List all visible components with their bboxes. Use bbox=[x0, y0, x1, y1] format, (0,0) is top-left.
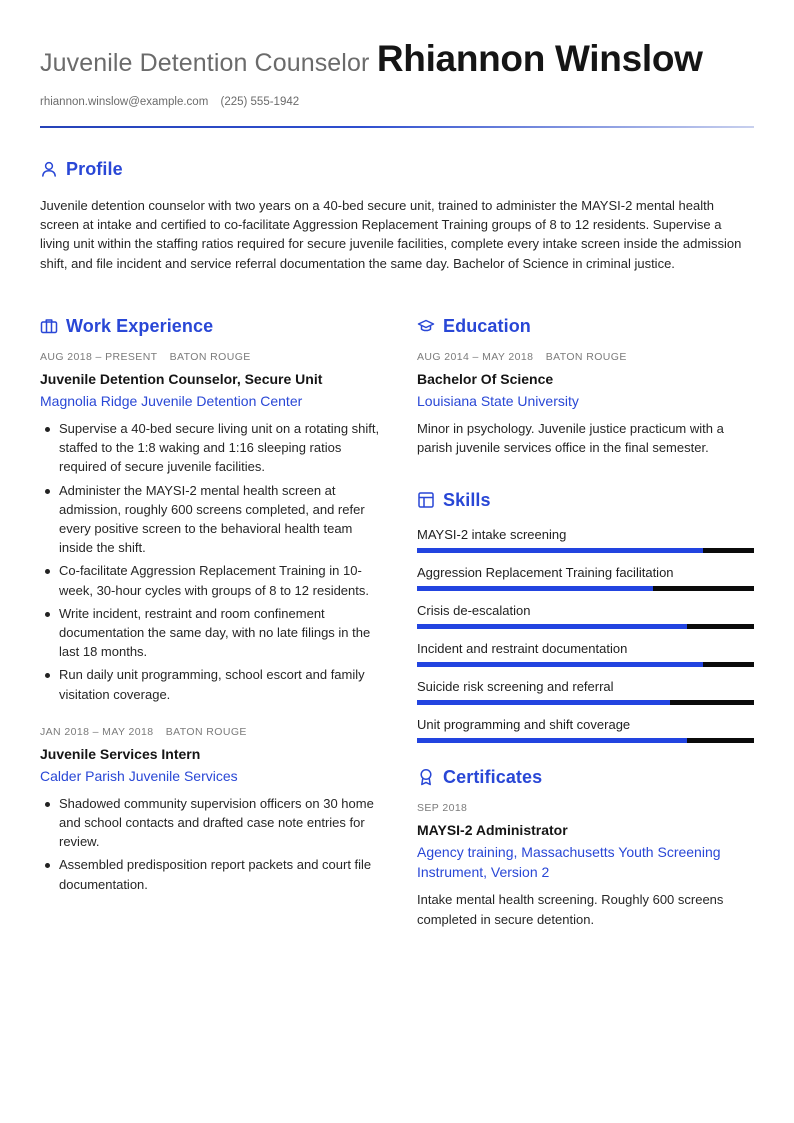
skill-name: Incident and restraint documentation bbox=[417, 641, 628, 657]
job-bullet: Supervise a 40-bed secure living unit on a rotating shift, staffed to the 1:8 waking and 1:16 sleeping ratios required of secure juvenile facilities. bbox=[40, 419, 380, 477]
education-dates: AUG 2014 – MAY 2018 bbox=[417, 351, 534, 363]
certificate-entry bbox=[417, 802, 754, 928]
certificates-heading-text: Certificates bbox=[443, 766, 543, 787]
skill-name: Unit programming and shift coverage bbox=[417, 717, 631, 733]
education-entry bbox=[417, 351, 754, 457]
skill-level-fill bbox=[417, 624, 687, 629]
job-bullets bbox=[40, 794, 380, 894]
job-bullets bbox=[40, 419, 380, 704]
skills-heading-text: Skills bbox=[443, 489, 491, 510]
skill-item bbox=[417, 641, 754, 667]
skill-item bbox=[417, 679, 754, 705]
skill-item bbox=[417, 717, 754, 743]
skill-level-fill bbox=[417, 662, 703, 667]
job-role: Juvenile Detention Counselor, Secure Unit bbox=[40, 371, 323, 387]
skill-level-fill bbox=[417, 700, 670, 705]
school: Louisiana State University bbox=[417, 393, 579, 409]
certificates-section bbox=[417, 766, 754, 928]
education-location: BATON ROUGE bbox=[545, 351, 627, 363]
education-description: Minor in psychology. Juvenile justice practicum with a parish juvenile services office in the final semester. bbox=[417, 421, 724, 456]
skill-name: Suicide risk screening and referral bbox=[417, 679, 614, 695]
job-location: BATON ROUGE bbox=[169, 351, 251, 363]
job-bullet: Shadowed community supervision officers on 30 home and school contacts and drafted case note entries for review. bbox=[40, 794, 380, 852]
job-entry bbox=[40, 726, 380, 894]
resume-page bbox=[40, 0, 754, 1123]
job-organization: Magnolia Ridge Juvenile Detention Center bbox=[40, 393, 303, 409]
profile-summary: Juvenile detention counselor with two years on a 40-bed secure unit, trained to administer the MAYSI-2 mental health screen at intake and certified to co-facilitate Aggression Replacement Training groups of 8 to 12 residents. Supervise a living unit within the staffing ratios required for secure juvenile facilities, complete every intake screen inside the admission shift, and file incident and service referral documentation the same day. Bachelor of Science in criminal justice. bbox=[40, 198, 742, 271]
right-column bbox=[417, 315, 754, 929]
user-icon bbox=[40, 160, 58, 178]
resume-header bbox=[40, 38, 703, 80]
certificate-issuer: Agency training, Massachusetts Youth Screening Instrument, Version 2 bbox=[417, 844, 721, 881]
header-divider bbox=[40, 126, 754, 128]
skill-name: Aggression Replacement Training facilitation bbox=[417, 565, 674, 581]
profile-section bbox=[40, 158, 754, 273]
job-bullet: Assembled predisposition report packets and court file documentation. bbox=[40, 855, 380, 893]
education-heading-text: Education bbox=[443, 315, 531, 336]
contact-line bbox=[40, 96, 299, 108]
certificate-date: SEP 2018 bbox=[417, 802, 468, 815]
skill-item bbox=[417, 527, 754, 553]
skills-heading bbox=[417, 489, 754, 511]
profile-heading bbox=[40, 158, 754, 180]
candidate-name: Rhiannon Winslow bbox=[376, 38, 703, 79]
job-location: BATON ROUGE bbox=[165, 725, 247, 738]
job-bullet: Co-facilitate Aggression Replacement Training in 10-week, 30-hour cycles with groups of 8 to 12 residents. bbox=[40, 561, 380, 599]
skill-level-fill bbox=[417, 586, 653, 591]
certificate-description: Intake mental health screening. Roughly 600 screens completed in secure detention. bbox=[417, 892, 724, 927]
skill-level-fill bbox=[417, 738, 687, 743]
skill-level-bar bbox=[417, 586, 754, 591]
skills-list bbox=[417, 527, 754, 743]
job-title: Juvenile Detention Counselor bbox=[40, 49, 370, 77]
skill-level-bar bbox=[417, 738, 754, 743]
job-bullet: Write incident, restraint and room confinement documentation the same day, with no late filings in the last 18 months. bbox=[40, 604, 380, 662]
job-meta bbox=[40, 351, 380, 363]
briefcase-icon bbox=[40, 317, 58, 335]
graduation-cap-icon bbox=[417, 317, 435, 335]
skill-item bbox=[417, 565, 754, 591]
job-organization: Calder Parish Juvenile Services bbox=[40, 767, 238, 784]
skills-section bbox=[417, 489, 754, 743]
skill-name: Crisis de-escalation bbox=[417, 603, 531, 619]
certificates-heading bbox=[417, 766, 754, 788]
email-text[interactable]: rhiannon.winslow@example.com bbox=[40, 96, 209, 108]
skill-level-fill bbox=[417, 548, 703, 553]
job-bullet: Run daily unit programming, school escort and family visitation coverage. bbox=[40, 665, 380, 703]
education-section bbox=[417, 315, 754, 457]
work-experience-heading bbox=[40, 315, 380, 337]
phone-text[interactable]: (225) 555-1942 bbox=[220, 96, 300, 108]
job-dates: JAN 2018 – MAY 2018 bbox=[40, 725, 154, 738]
job-entry bbox=[40, 351, 380, 704]
education-heading bbox=[417, 315, 754, 337]
work-experience-heading-text: Work Experience bbox=[66, 315, 214, 336]
job-dates: AUG 2018 – PRESENT bbox=[40, 351, 158, 363]
job-role: Juvenile Services Intern bbox=[40, 745, 201, 762]
profile-heading-text: Profile bbox=[66, 158, 123, 179]
degree: Bachelor Of Science bbox=[417, 371, 554, 387]
skill-level-bar bbox=[417, 700, 754, 705]
skill-level-bar bbox=[417, 662, 754, 667]
skill-name: MAYSI-2 intake screening bbox=[417, 527, 567, 543]
job-meta bbox=[40, 726, 380, 738]
skill-level-bar bbox=[417, 624, 754, 629]
job-bullet: Administer the MAYSI-2 mental health screen at admission, roughly 600 screens completed, and refer every positive screen to the behavioral health team inside the shift. bbox=[40, 481, 380, 558]
education-meta bbox=[417, 351, 754, 363]
work-experience-section bbox=[40, 315, 380, 898]
award-icon bbox=[417, 768, 435, 786]
certificate-title: MAYSI-2 Administrator bbox=[417, 822, 568, 839]
skill-item bbox=[417, 603, 754, 629]
layout-icon bbox=[417, 491, 435, 509]
skill-level-bar bbox=[417, 548, 754, 553]
